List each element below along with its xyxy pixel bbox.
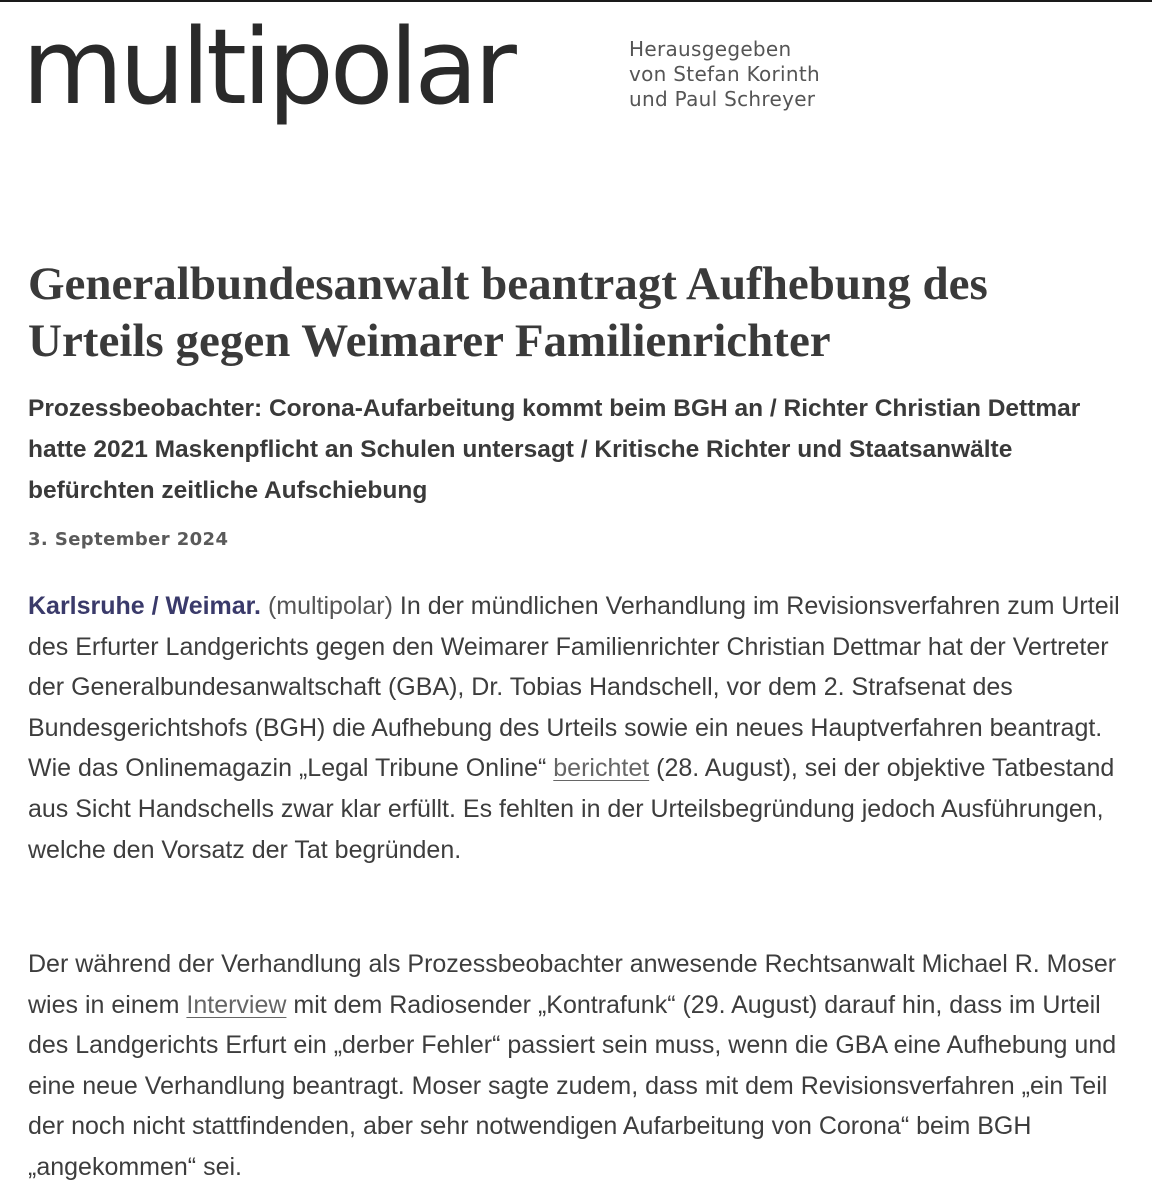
publisher-line: Herausgegeben	[629, 37, 792, 61]
dateline: Karlsruhe / Weimar.	[28, 592, 261, 620]
article-date: 3. September 2024	[28, 529, 229, 550]
paragraph-text: mit dem Radiosender „Kontrafunk“ (29. August) darauf hin, dass im Urteil des Landgerichts Erfurt ein „derber Fehler“ passiert sein muss, wenn die GBA eine Aufhebung und eine neue Verhandlung beantragt. Moser sagte zudem, dass mit dem Revisionsverfahren „ein Teil der noch nicht stattfindenden, aber sehr notwendigen Aufarbeitung von Corona“ beim BGH „angekommen“ sei.	[28, 990, 1117, 1181]
source-tag: (multipolar)	[267, 592, 393, 620]
paragraph-text: In der mündlichen Verhandlung im Revisionsverfahren zum Urteil des Erfurter Landgerichts gegen den Weimarer Familienrichter Christian Dettmar hat der Vertreter der Generalbundesanwaltschaft (GBA), Dr. Tobias Handschell, vor dem 2. Strafsenat des Bundesgerichtshofs (BGH) die Aufhebung des Urteils sowie ein neues Hauptverfahren beantragt. Wie das Onlinemagazin „Legal Tribune Online“	[28, 592, 1120, 783]
berichtet-link[interactable]: berichtet	[553, 754, 650, 783]
article-title: Generalbundesanwalt beantragt Aufhebung des Urteils gegen Weimarer Familienrichter	[28, 258, 988, 367]
logo-text-p: p	[267, 6, 330, 128]
paragraph-text: Der während der Verhandlung als Prozessbeobachter anwesende Rechtsanwalt Michael R. Moser wies in einem	[28, 950, 1117, 1019]
interview-link[interactable]: Interview	[186, 990, 287, 1019]
logo-text-suffix: olar	[329, 6, 513, 128]
publisher-line: und Paul Schreyer	[629, 87, 816, 111]
paragraph-text: (28. August), sei der objektive Tatbestand aus Sicht Handschells zwar klar erfüllt. Es fehlten in der Urteilsbegründung jedoch Ausführungen, welche den Vorsatz der Tat begründen.	[28, 754, 1115, 864]
article-paragraph	[28, 944, 1128, 1188]
publisher-line: von Stefan Korinth	[629, 62, 821, 86]
article-paragraph	[28, 586, 1128, 870]
site-logo[interactable]	[22, 0, 513, 135]
article-subtitle: Prozessbeobachter: Corona-Aufarbeitung kommt beim BGH an / Richter Christian Dettmar hatte 2021 Maskenpflicht an Schulen untersagt / Kritische Richter und Staatsanwälte befürchten zeitliche Aufschiebung	[28, 395, 1081, 504]
logo-text-prefix: multi	[22, 6, 268, 128]
publisher-info	[629, 37, 820, 112]
